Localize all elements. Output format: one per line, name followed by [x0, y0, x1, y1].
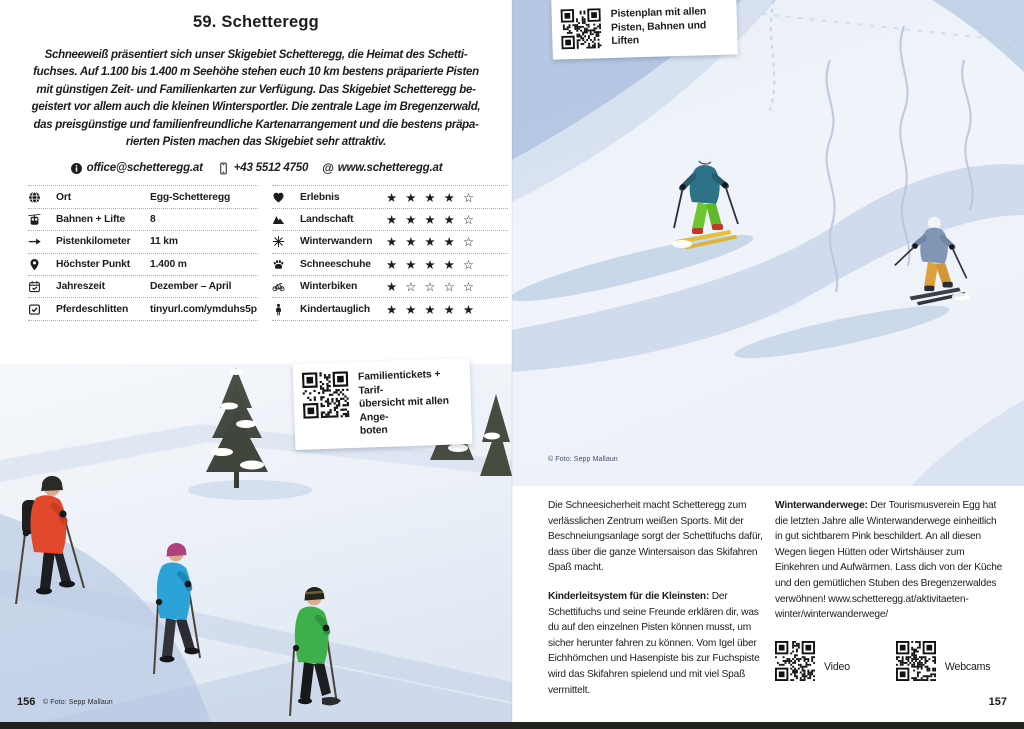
row-label: Winterbiken	[300, 281, 358, 293]
row-label: Ort	[56, 191, 71, 203]
mountains-icon	[272, 213, 300, 226]
paragraph-lead: Kinderleitsystem für die Kleinsten:	[548, 590, 710, 602]
page-number: 157	[988, 696, 1007, 708]
intro-paragraph	[0, 47, 512, 151]
contact-text: www.schetteregg.at	[337, 162, 443, 175]
row-label: Jahreszeit	[56, 281, 105, 293]
qr-caption-line: boten	[359, 425, 388, 438]
info-table	[28, 185, 258, 320]
qr-caption	[610, 5, 707, 48]
intro-line: geistert vor allem auch die kleinen Wintersportler. Die zentrale Lage im Bregenzerwald,	[31, 101, 481, 114]
row-label: Pistenkilometer	[56, 236, 131, 248]
contact-text: +43 5512 4750	[233, 162, 309, 175]
row-value: 1.400 m	[150, 258, 187, 270]
calendar-icon	[28, 280, 56, 293]
gondola-icon	[28, 213, 56, 226]
info-icon	[70, 162, 83, 175]
page-number: 156	[17, 696, 36, 708]
intro-line: Schneeweiß präsentiert sich unser Skigebiet Schetteregg, die Heimat des Schetti-	[44, 49, 468, 61]
qr-code	[561, 8, 602, 49]
star-rating: ★★★★☆	[386, 256, 483, 272]
info-row	[28, 276, 258, 298]
row-value: 11 km	[150, 236, 178, 248]
rating-row	[272, 276, 508, 298]
row-label: Schneeschuhe	[300, 258, 371, 270]
body-text	[548, 498, 1006, 711]
skiers-photo-scene	[512, 0, 1024, 486]
paw-icon	[272, 258, 300, 271]
contact-text: office@schetteregg.at	[86, 162, 203, 175]
intro-line: fuchses. Auf 1.100 bis 1.400 m Seehöhe stehen euch 10 km bestens präparierte Pisten	[33, 66, 479, 79]
qr-links-row	[775, 641, 1006, 681]
row-value: 8	[150, 214, 156, 226]
info-row	[28, 298, 258, 320]
phone-icon	[217, 162, 230, 175]
paragraph-text: Der Schettifuchs und seine Freunde erklären dir, was du auf den einzelnen Pisten können musst, um sicher herunter fahren zu können. Vom Igel über Eichhörnchen und Hasenpiste bis zur Fuchspiste wird das Skifahren spielend und mit viel Spaß vermittelt.	[548, 590, 760, 696]
child-icon	[272, 303, 300, 316]
row-label: Winterwandern	[300, 236, 373, 248]
paragraph-winter-trails	[775, 498, 1006, 623]
info-row	[28, 209, 258, 231]
page-gutter	[511, 0, 513, 722]
row-label: Pferdeschlitten	[56, 303, 129, 315]
rating-row	[272, 298, 508, 320]
qr-caption-line: Liften	[611, 35, 640, 48]
pin-icon	[28, 258, 56, 271]
qr-caption-line: übersicht mit allen Ange-	[358, 395, 450, 424]
contact-item	[70, 162, 203, 175]
info-row	[28, 254, 258, 276]
facts-tables	[28, 185, 498, 320]
star-rating: ★★★★☆	[386, 212, 483, 228]
qr-note-box-tickets	[293, 358, 473, 450]
body-column-1	[548, 498, 765, 711]
photo-credit: © Foto: Sepp Mallaun	[548, 456, 618, 463]
row-value: Dezember – April	[150, 281, 232, 293]
page-bottom-edge	[0, 722, 1024, 729]
at-icon: @	[322, 161, 334, 176]
rating-row	[272, 185, 508, 208]
star-rating: ★★★★★	[386, 301, 483, 317]
info-row	[28, 185, 258, 208]
qr-link-label: Webcams	[944, 661, 991, 674]
row-value: Egg-Schetteregg	[150, 191, 231, 203]
heart-icon	[272, 191, 300, 204]
paragraph-text: Der Tourismusverein Egg hat die letzten Jahre alle Winterwanderwege einheitlich in gut sichtbarem Pink beschildert. An all diesen Wegen liegen Hütten oder Wirtshäuser zum Einkehren und Aufwärmen. Lass dich von der Küche und den gemütlichen Stuben des Bregenzerwaldes verwöhnen! www.schetteregg.at/aktivitaeten-winter/winterwanderwege/	[775, 500, 1003, 621]
qr-code	[302, 371, 350, 419]
page-title: 59. Schetteregg	[193, 13, 319, 31]
intro-line: das preisgünstige und familienfreundliche Kartenarrangement und die bestens präpa-	[33, 118, 479, 131]
qr-caption-line: Familientickets + Tarif-	[357, 368, 441, 397]
rating-row	[272, 231, 508, 253]
info-row	[28, 231, 258, 253]
arrow-right-icon	[28, 235, 56, 248]
qr-link	[775, 641, 850, 681]
page-left	[0, 0, 512, 722]
skiers-photo	[512, 0, 1024, 486]
row-value: tinyurl.com/ymduhs5p	[150, 303, 257, 315]
paragraph-snow-safety: Die Schneesicherheit macht Schetteregg zum verlässlichen Zentrum weißen Sports. Mit der Beschneiungsanlage sorgt der Schettifuchs dafür, dass über die ganze Wintersaison das Skifahren Spaß macht.	[548, 500, 763, 574]
intro-line: rierten Pisten machen das Skigebiet sehr attraktiv.	[125, 136, 387, 149]
ratings-table	[272, 185, 508, 320]
paragraph-kids-system	[548, 589, 765, 698]
contact-item	[217, 162, 308, 175]
globe-icon	[28, 191, 56, 204]
intro-line: mit günstigen Zeit- und Familienkarten zur Verfügung. Das Skigebiet Schetteregg be-	[36, 83, 476, 96]
contact-bar	[0, 161, 512, 175]
row-label: Erlebnis	[300, 191, 340, 203]
row-label: Kindertauglich	[300, 303, 370, 315]
row-label: Bahnen + Lifte	[56, 214, 126, 226]
rating-row	[272, 209, 508, 231]
photo-credit: © Foto: Sepp Mallaun	[43, 699, 113, 706]
qr-caption-line: Pisten, Bahnen und	[610, 19, 707, 34]
snowflake-icon	[272, 235, 300, 248]
page-right	[512, 0, 1024, 722]
row-label: Höchster Punkt	[56, 258, 130, 270]
qr-code	[775, 641, 815, 681]
qr-caption	[358, 367, 462, 438]
qr-link-label: Video	[824, 661, 850, 674]
rating-row	[272, 254, 508, 276]
qr-note-box-pistenplan	[551, 0, 738, 59]
star-rating: ★★★★☆	[386, 189, 483, 205]
checkbox-icon	[28, 303, 56, 316]
qr-link	[896, 641, 991, 681]
star-rating: ★★★★☆	[386, 234, 483, 250]
qr-code	[896, 641, 936, 681]
paragraph-lead: Winterwanderwege:	[775, 500, 868, 511]
contact-item	[322, 161, 442, 175]
star-rating: ★☆☆☆☆	[386, 279, 483, 295]
row-label: Landschaft	[300, 214, 354, 226]
qr-caption-line: Pistenplan mit allen	[610, 6, 707, 20]
body-column-2	[775, 498, 1006, 711]
bike-icon	[272, 280, 300, 293]
